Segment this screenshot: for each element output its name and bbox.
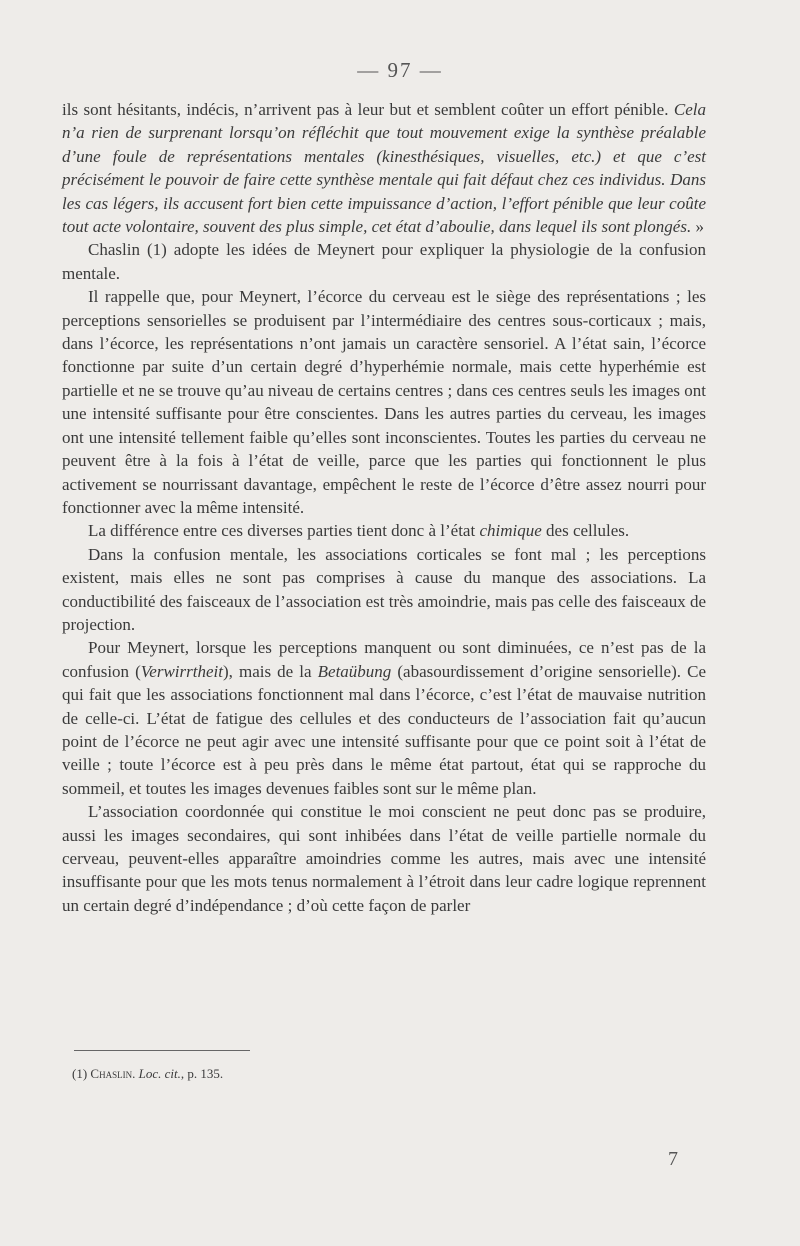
footnote-separator	[74, 1050, 250, 1051]
italic-run: Cela n’a rien de surprenant lorsqu’on réfléchit que tout mouvement exige la synthèse préalable d’une foule de représentations mentales (kinesthésiques, visuelles, etc.) et que c’est précisément le pouvoir de faire cette synthèse mentale qui fait défaut chez ces individus. Dans les cas légers, ils accusent fort bien cette impuissance d’action, l’effort pénible que leur coûte tout acte volontaire, souvent des plus simple, cet état d’aboulie, dans lequel ils sont plongés.	[62, 100, 706, 237]
text-run: L’association coordonnée qui constitue le moi conscient ne peut donc pas se produire, aussi les images secondaires, qui sont inhibées dans l’état de veille partielle normale du cerveau, peuvent-elles apparaître amoindries comme les autres, mais avec une intensité insuffisante pour que les mots tenus normalement à l’étroit dans leur cadre logique reprennent un certain degré d’indépendance ; d’où cette façon de parler	[62, 802, 706, 915]
text-run: des cellules.	[541, 521, 630, 541]
paragraph	[62, 800, 706, 917]
text-run: Il rappelle que, pour Meynert, l’écorce du cerveau est le siège des représentations ; les perceptions sensorielles se produisent par l’intermédiaire des centres sous-corticaux ; mais, dans l’écorce, les représentations n’ont jamais un caractère sensoriel. A l’état sain, l’écorce fonctionne par suite d’un certain degré d’hyperhémie normale, mais cette hyperhémie est partielle et ne se trouve qu’au niveau de certains centres ; dans ces centres seuls les images ont une intensité suffisante pour être conscientes. Dans les autres parties du cerveau, les images ont une intensité tellement faible qu’elles sont inconscientes. Toutes les parties du cerveau ne peuvent être à la fois à l’état de veille, parce que les parties qui fonctionnent le plus activement se nourrissant davantage, empêchent le reste de l’écorce d’être assez nourri pour fonctionner avec la même intensité.	[62, 287, 706, 517]
footnote-page: , p. 135.	[180, 1066, 224, 1081]
text-run: La différence entre ces diverses parties tient donc à l’état	[88, 521, 480, 541]
text-run: Pour Meynert, lorsque les perceptions manquent ou sont diminuées, ce n’est pas de la confusion (	[62, 638, 706, 681]
footnote-source: Loc. cit.	[138, 1066, 181, 1081]
paragraph	[62, 543, 706, 637]
text-run: (abasourdissement d’origine sensorielle). Ce qui fait que les associations fonctionnent mal dans l’écorce, c’est l’état de mauvaise nutrition de celle-ci. L’état de fatigue des cellules et des conducteurs de l’association fait qu’aucun point de l’écorce ne peut agir avec une intensité suffisante pour que ce point soit à l’état de veille ; toute l’écorce est à peu près dans le même état partout, état qui se rapproche du sommeil, et toutes les images devenues faibles sont sur le même plan.	[62, 661, 706, 798]
text-run: ), mais de la	[222, 661, 318, 681]
text-run: »	[691, 217, 704, 237]
text-run: ils sont hésitants, indécis, n’arrivent pas à leur but et semblent coûter un effort pénible.	[62, 100, 674, 119]
page-number: — 97 —	[357, 58, 443, 82]
paragraph	[62, 636, 706, 800]
footnote-author: Chaslin	[90, 1066, 133, 1081]
italic-run: Betaübung	[317, 661, 392, 681]
signature-mark: 7	[668, 1148, 678, 1170]
text-run: Dans la confusion mentale, les associations corticales se font mal ; les perceptions existent, mais elles ne sont pas comprises à cause du manque des associations. La conductibilité des faisceaux de l’association est très amoindrie, mais pas celle des faisceaux de projection.	[62, 544, 706, 634]
paragraph	[62, 519, 706, 542]
body-text	[62, 98, 706, 917]
footnote: (1) Chaslin. Loc. cit., p. 135.	[72, 1066, 224, 1081]
text-run: Chaslin (1) adopte les idées de Meynert pour expliquer la physiologie de la confusion mentale.	[62, 240, 706, 283]
paragraph	[62, 238, 706, 285]
italic-run: chimique	[479, 521, 542, 541]
footnote-marker: (1)	[72, 1066, 91, 1081]
paragraph	[62, 98, 706, 238]
italic-run: Verwirrtheit	[140, 661, 223, 681]
paragraph	[62, 285, 706, 519]
